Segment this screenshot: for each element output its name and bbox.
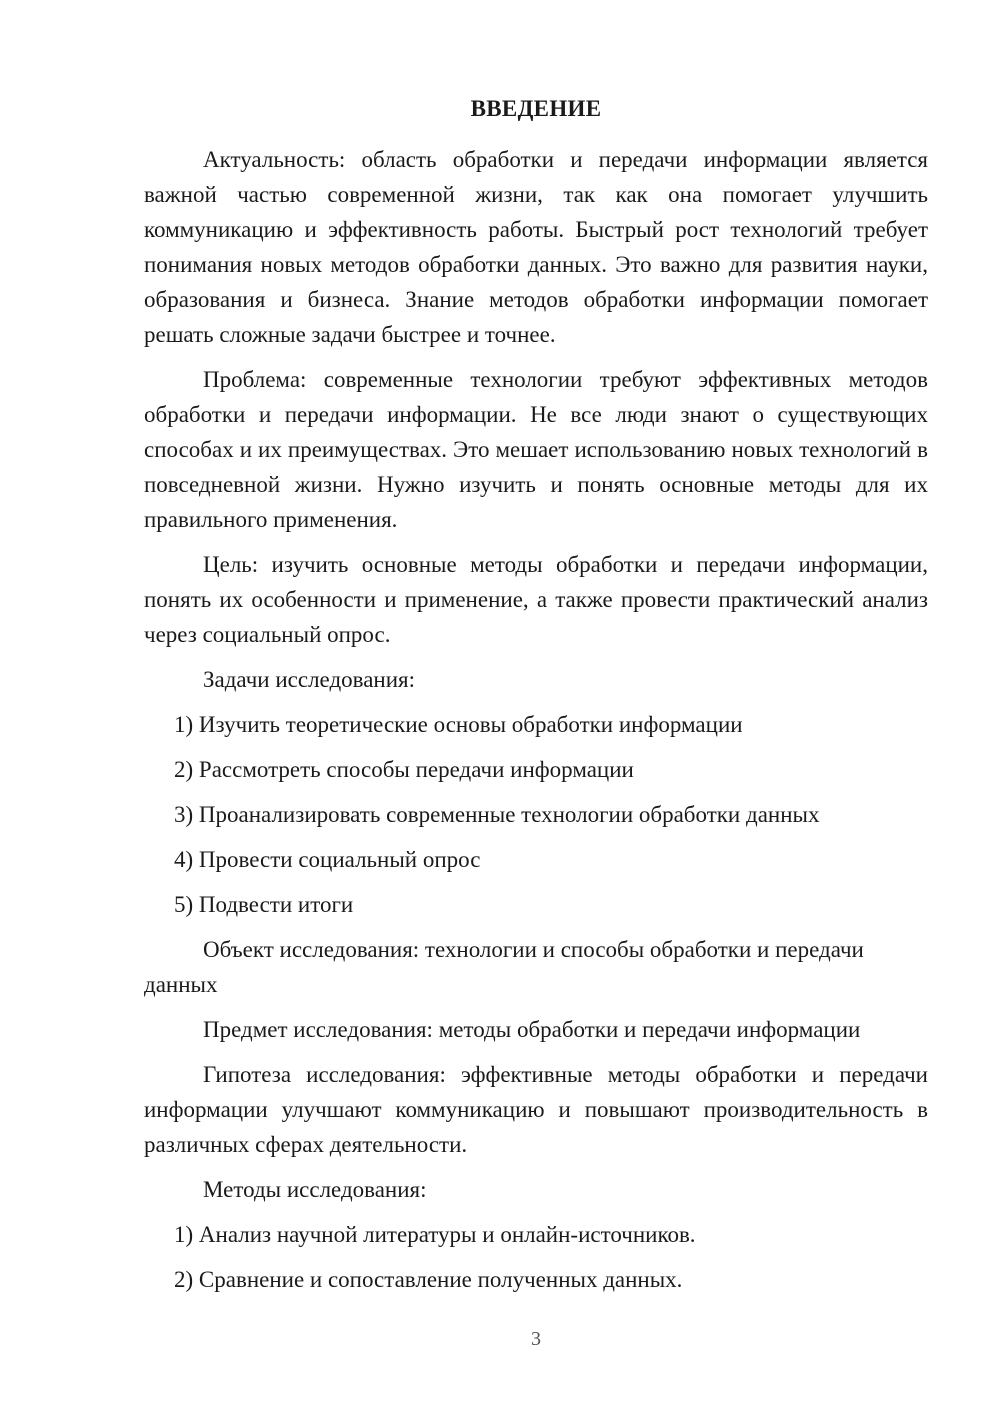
goal-paragraph: Цель: изучить основные методы обработки и передачи информации, понять их особенности и применение, а также провести практический анализ через социальный опрос. [144,552,928,647]
list-item: 1) Изучить теоретические основы обработки информации [174,712,743,737]
tasks-list [144,707,928,922]
methods-heading: Методы исследования: [203,1177,427,1202]
document-body [144,142,928,1307]
methods-list [144,1217,928,1297]
object-paragraph: Объект исследования: технологии и способы обработки и передачи данных [144,937,864,997]
page-title: ВВЕДЕНИЕ [470,96,602,121]
list-item: 5) Подвести итоги [174,892,354,917]
subject-paragraph: Предмет исследования: методы обработки и передачи информации [203,1017,861,1042]
page-number: 3 [531,1328,541,1350]
list-item: 1) Анализ научной литературы и онлайн-источников. [174,1222,696,1247]
problem-paragraph: Проблема: современные технологии требуют эффективных методов обработки и передачи информации. Не все люди знают о существующих способах и их преимуществах. Это мешает использованию новых технологий в повседневной жизни. Нужно изучить и понять основные методы для их правильного применения. [144,367,928,532]
list-item: 3) Проанализировать современные технологии обработки данных [174,802,820,827]
tasks-heading: Задачи исследования: [203,667,416,692]
hypothesis-paragraph: Гипотеза исследования: эффективные методы обработки и передачи информации улучшают коммуникацию и повышают производительность в различных сферах деятельности. [144,1062,928,1157]
list-item: 4) Провести социальный опрос [174,847,481,872]
list-item: 2) Сравнение и сопоставление полученных данных. [174,1267,683,1292]
relevance-paragraph: Актуальность: область обработки и передачи информации является важной частью современной жизни, так как она помогает улучшить коммуникацию и эффективность работы. Быстрый рост технологий требует понимания новых методов обработки данных. Это важно для развития науки, образования и бизнеса. Знание методов обработки информации помогает решать сложные задачи быстрее и точнее. [144,147,928,347]
list-item: 2) Рассмотреть способы передачи информации [174,757,634,782]
